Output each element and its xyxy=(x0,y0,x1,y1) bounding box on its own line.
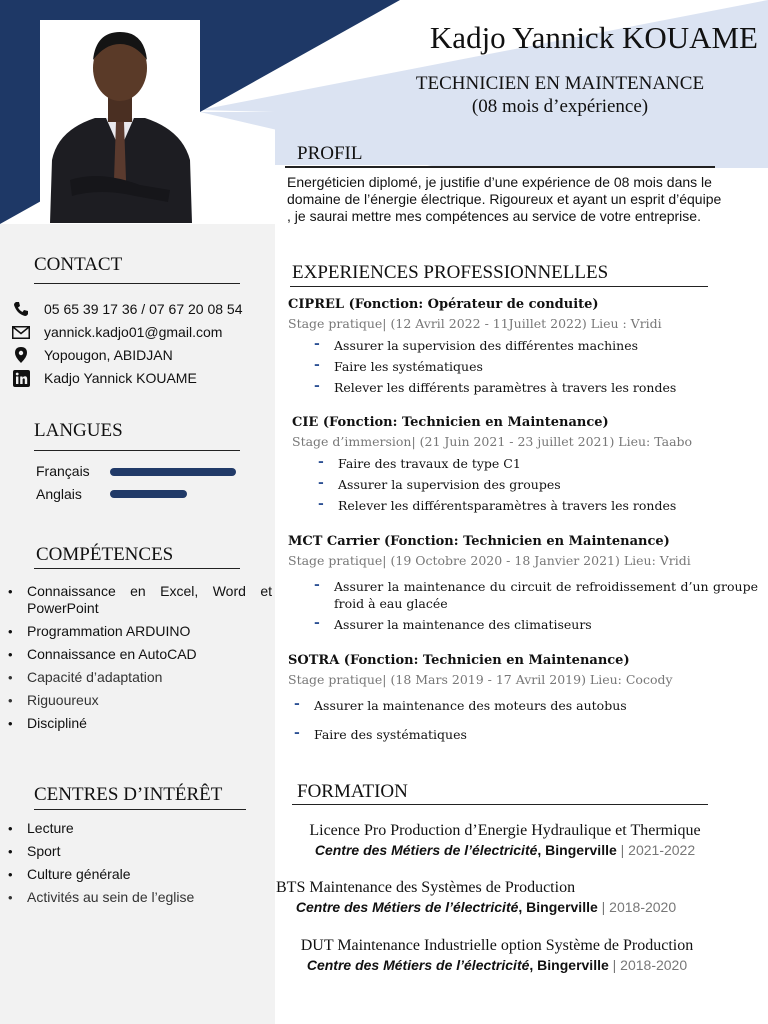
experience-ciprel xyxy=(288,297,676,400)
contact-divider xyxy=(34,283,240,284)
school-city: , Bingerville xyxy=(529,957,609,973)
experience-heading: SOTRA (Fonction: Technicien en Maintenance) xyxy=(288,653,630,668)
task-item: - Assurer la maintenance des moteurs des autobus xyxy=(288,697,673,714)
experiences-divider xyxy=(290,286,708,287)
skill-item: • Capacité d’adaptation xyxy=(8,669,272,686)
experience-details: Stage pratique| (12 Avril 2022 - 11Juillet 2022) Lieu : Vridi xyxy=(288,316,662,331)
formation-divider xyxy=(292,804,708,805)
linkedin-icon xyxy=(10,369,32,387)
formation-licence xyxy=(280,822,730,858)
language-french-level-bar xyxy=(110,468,236,476)
experiences-heading: EXPERIENCES PROFESSIONNELLES xyxy=(292,262,609,283)
skill-item: • Discipliné xyxy=(8,715,272,732)
school-city: , Bingerville xyxy=(537,842,617,858)
degree-title: DUT Maintenance Industrielle option Système de Production xyxy=(300,937,694,954)
school-name: Centre des Métiers de l’électricité xyxy=(306,957,530,973)
interest-item: • Activités au sein de l’eglise xyxy=(8,889,272,906)
language-english-level-bar xyxy=(110,490,187,498)
interests-heading: CENTRES D’INTÉRÊT xyxy=(34,784,223,805)
person-avatar-icon xyxy=(40,20,200,223)
skill-item: • Riguoureux xyxy=(8,692,272,709)
experience-tasks xyxy=(292,455,692,514)
contact-email-text[interactable]: yannick.kadjo01@gmail.com xyxy=(44,324,223,340)
profile-heading: PROFIL xyxy=(297,143,363,164)
job-title-block xyxy=(360,72,760,118)
experience-mct-carrier xyxy=(288,534,758,637)
task-item: - Assurer la supervision des groupes xyxy=(312,476,692,493)
task-item: - Relever les différents paramètres à travers les rondes xyxy=(308,379,676,396)
language-english: Anglais xyxy=(36,486,82,502)
interest-item: • Sport xyxy=(8,843,272,860)
interests-list xyxy=(8,820,272,912)
experience-sotra xyxy=(288,653,673,747)
location-pin-icon xyxy=(10,346,32,364)
degree-title: Licence Pro Production d’Energie Hydraulique et Thermique xyxy=(309,822,701,839)
school-line xyxy=(280,842,730,858)
profile-photo xyxy=(40,20,200,223)
contact-heading: CONTACT xyxy=(34,254,123,275)
formation-dut xyxy=(272,937,722,973)
profile-divider xyxy=(285,166,715,168)
candidate-name: Kadjo Yannick KOUAME xyxy=(429,20,758,55)
school-years: | 2021-2022 xyxy=(616,842,696,858)
experience-details: Stage d’immersion| (21 Juin 2021 - 23 juillet 2021) Lieu: Taabo xyxy=(292,434,693,449)
interest-item: • Culture générale xyxy=(8,866,272,883)
interests-divider xyxy=(34,809,246,810)
experience-heading: CIPREL (Fonction: Opérateur de conduite) xyxy=(288,297,599,312)
profile-text: Energéticien diplomé, je justifie d’une expérience de 08 mois dans le domaine de l’énergie électrique. Rigoureux et ayant un esprit d’équipe , je saurai mettre mes compétences au service de votre entreprise. xyxy=(287,174,722,224)
school-line xyxy=(272,957,722,973)
degree-title: BTS Maintenance des Systèmes de Production xyxy=(276,879,576,896)
skills-divider xyxy=(34,568,240,569)
task-item: - Faire des systématiques xyxy=(288,726,673,743)
contact-email[interactable] xyxy=(10,322,222,342)
task-item: - Faire des travaux de type C1 xyxy=(312,455,692,472)
school-name: Centre des Métiers de l’électricité xyxy=(314,842,538,858)
contact-address-text: Yopougon, ABIDJAN xyxy=(44,347,173,363)
interest-item: • Lecture xyxy=(8,820,272,837)
task-item: - Relever les différentsparamètres à travers les rondes xyxy=(312,497,692,514)
experience-heading: MCT Carrier (Fonction: Technicien en Maintenance) xyxy=(288,534,670,549)
languages-heading: LANGUES xyxy=(34,420,123,441)
mail-icon xyxy=(10,323,32,341)
experience-tasks xyxy=(288,337,676,396)
formation-heading: FORMATION xyxy=(297,781,408,802)
experience-tasks xyxy=(288,578,758,633)
skills-heading: COMPÉTENCES xyxy=(36,544,174,565)
task-item: - Assurer la supervision des différentes machines xyxy=(308,337,676,354)
school-name: Centre des Métiers de l’électricité xyxy=(295,899,519,915)
task-item: - Assurer la maintenance des climatiseurs xyxy=(308,616,758,633)
language-french: Français xyxy=(36,463,90,479)
experience-details: Stage pratique| (19 Octobre 2020 - 18 Janvier 2021) Lieu: Vridi xyxy=(288,553,691,568)
experience-heading: CIE (Fonction: Technicien en Maintenance) xyxy=(292,415,609,430)
formation-bts xyxy=(276,879,696,915)
skill-item: • Connaissance en Excel, Word et PowerPoint xyxy=(8,583,272,617)
contact-linkedin[interactable] xyxy=(10,368,197,388)
languages-divider xyxy=(34,450,240,451)
job-title: TECHNICIEN EN MAINTENANCE xyxy=(415,73,705,94)
contact-linkedin-text[interactable]: Kadjo Yannick KOUAME xyxy=(44,370,197,386)
school-years: | 2018-2020 xyxy=(597,899,677,915)
experience-details: Stage pratique| (18 Mars 2019 - 17 Avril 2019) Lieu: Cocody xyxy=(288,672,673,687)
school-years: | 2018-2020 xyxy=(608,957,688,973)
experience-tasks xyxy=(288,697,673,743)
task-item: - Assurer la maintenance du circuit de refroidissement d’un groupe froid à eau glacée xyxy=(308,578,758,612)
experience-duration: (08 mois d’expérience) xyxy=(471,96,649,117)
skills-list xyxy=(8,583,272,738)
experience-cie xyxy=(292,415,692,518)
contact-phone xyxy=(10,299,243,319)
skill-item: • Connaissance en AutoCAD xyxy=(8,646,272,663)
contact-phone-text: 05 65 39 17 36 / 07 67 20 08 54 xyxy=(44,301,243,317)
phone-icon xyxy=(10,300,32,318)
task-item: - Faire les systématiques xyxy=(308,358,676,375)
school-city: , Bingerville xyxy=(518,899,598,915)
contact-address xyxy=(10,345,173,365)
school-line xyxy=(276,899,696,915)
skill-item: • Programmation ARDUINO xyxy=(8,623,272,640)
